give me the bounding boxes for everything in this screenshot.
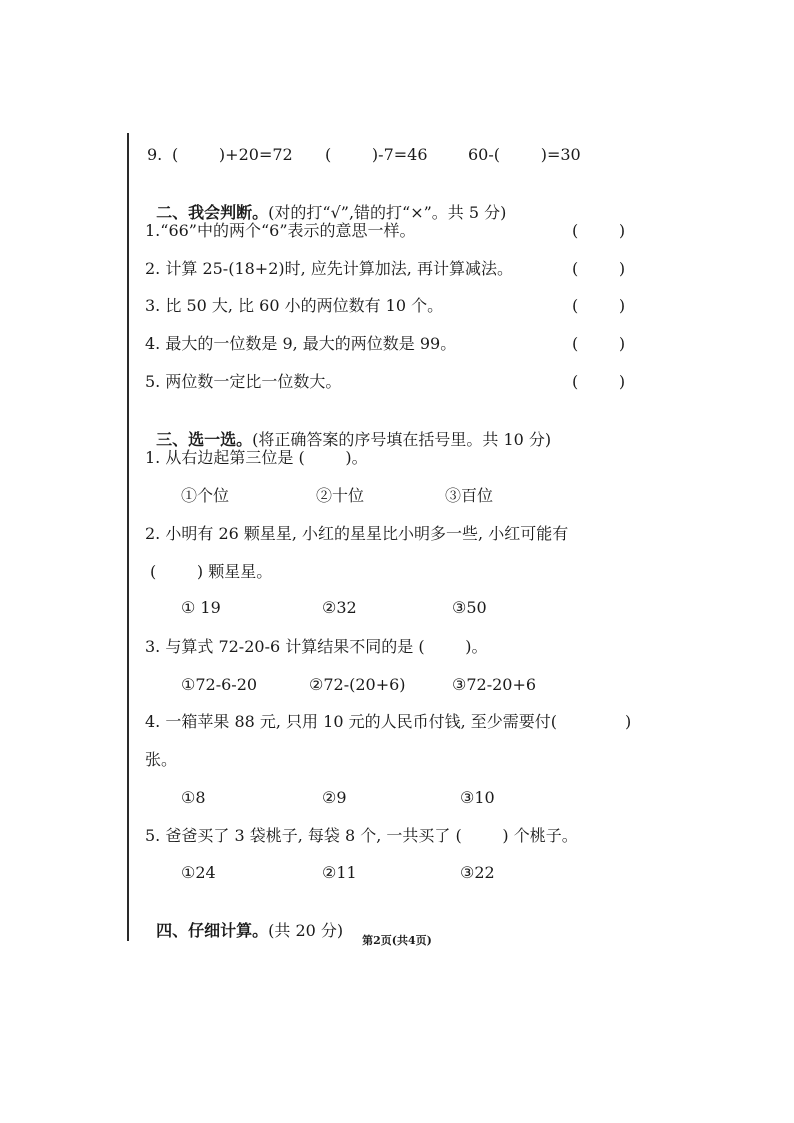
choice-q3-stem: 3. 与算式 72-20-6 计算结果不同的是 ( )。 — [145, 637, 488, 656]
choice-q2-option-3: ③50 — [452, 598, 487, 617]
judge-item-5: 5. 两位数一定比一位数大。 — [145, 372, 342, 391]
choice-q2-option-1: ① 19 — [181, 598, 221, 617]
choice-q5-option-3: ③22 — [460, 863, 495, 882]
judge-item-4: 4. 最大的一位数是 9, 最大的两位数是 99。 — [145, 334, 457, 353]
q9-equation-2: ( )-7=46 — [325, 145, 428, 164]
q9-label: 9. — [147, 145, 163, 164]
section4-title: 四、仔细计算。 — [156, 921, 269, 940]
q9-equation-3: 60-( )=30 — [468, 145, 581, 164]
choice-q5-stem: 5. 爸爸买了 3 袋桃子, 每袋 8 个, 一共买了 ( ) 个桃子。 — [145, 826, 578, 845]
choice-q4-option-3: ③10 — [460, 788, 495, 807]
judge-answer-3: ( ) — [572, 296, 626, 315]
section3-heading — [145, 410, 551, 450]
choice-q5-option-2: ②11 — [322, 863, 357, 882]
choice-q1-option-2: ②十位 — [316, 486, 365, 505]
choice-q4-stem: 4. 一箱苹果 88 元, 只用 10 元的人民币付钱, 至少需要付( — [145, 712, 558, 731]
section2-title: 二、我会判断。 — [156, 203, 269, 222]
choice-q5-option-1: ①24 — [181, 863, 216, 882]
judge-item-2: 2. 计算 25-(18+2)时, 应先计算加法, 再计算减法。 — [145, 259, 513, 278]
choice-q1-stem: 1. 从右边起第三位是 ( )。 — [145, 448, 368, 467]
choice-q3-option-1: ①72-6-20 — [181, 675, 258, 694]
choice-q4-paren-close: ) — [625, 712, 632, 731]
choice-q3-option-3: ③72-20+6 — [452, 675, 537, 694]
section4-note: (共 20 分) — [268, 921, 344, 940]
judge-answer-5: ( ) — [572, 372, 626, 391]
choice-q1-option-3: ③百位 — [445, 486, 494, 505]
choice-q2-stem-cont: ( ) 颗星星。 — [150, 562, 273, 581]
section3-title: 三、选一选。 — [156, 430, 253, 449]
section3-note: (将正确答案的序号填在括号里。共 10 分) — [252, 430, 552, 449]
choice-q4-option-2: ②9 — [322, 788, 347, 807]
choice-q1-option-1: ①个位 — [181, 486, 230, 505]
judge-item-3: 3. 比 50 大, 比 60 小的两位数有 10 个。 — [145, 296, 444, 315]
choice-q2-stem: 2. 小明有 26 颗星星, 小红的星星比小明多一些, 小红可能有 — [145, 524, 569, 543]
choice-q3-option-2: ②72-(20+6) — [309, 675, 406, 694]
choice-q4-option-1: ①8 — [181, 788, 206, 807]
judge-item-1: 1.“66”中的两个“6”表示的意思一样。 — [145, 221, 416, 240]
section2-note: (对的打“√”,错的打“×”。共 5 分) — [268, 203, 507, 222]
judge-answer-4: ( ) — [572, 334, 626, 353]
choice-q2-option-2: ②32 — [322, 598, 357, 617]
judge-answer-2: ( ) — [572, 259, 626, 278]
q9-equation-1: ( )+20=72 — [172, 145, 293, 164]
judge-answer-1: ( ) — [572, 221, 626, 240]
choice-q4-stem-cont: 张。 — [145, 750, 178, 769]
page-number-footer: 第2页(共4页) — [362, 934, 432, 947]
binding-margin-line — [127, 133, 129, 941]
section2-heading — [145, 183, 506, 223]
